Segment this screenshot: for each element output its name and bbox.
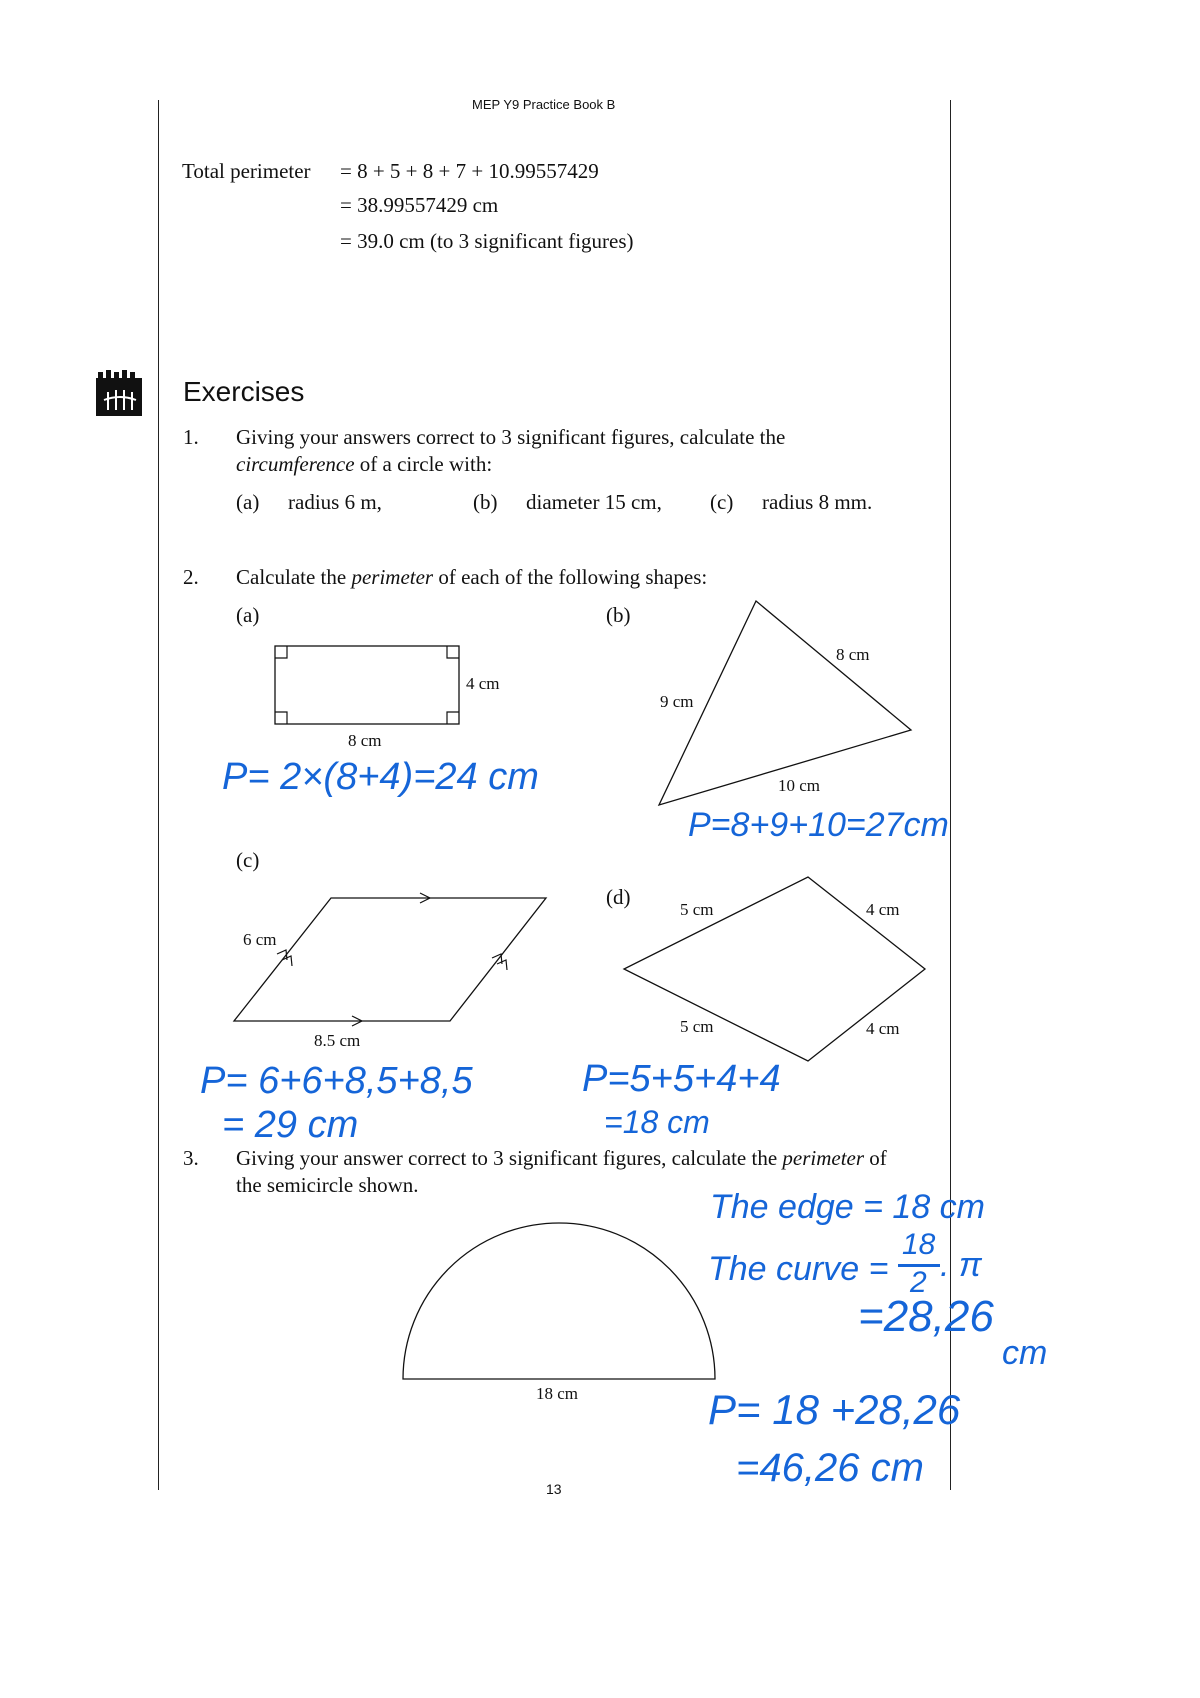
q1-part-a-text: radius 6 m, <box>288 490 382 514</box>
q1-part-b-label: (b) <box>473 490 498 514</box>
q2a-side-label: 4 cm <box>466 674 500 693</box>
q2b-base-label: 10 cm <box>778 776 821 795</box>
handwritten-answer-c-line2: = 29 cm <box>222 1104 359 1146</box>
q2d-tl-label: 5 cm <box>680 900 714 919</box>
q2-text-post: of each of the following shapes: <box>433 565 708 589</box>
q2a-label: (a) <box>236 603 260 627</box>
q2-perimeter-term: perimeter <box>351 565 434 589</box>
q2d-label: (d) <box>606 885 631 909</box>
q2-text-pre: Calculate the <box>236 565 352 589</box>
q3-text-post: of <box>864 1146 887 1170</box>
q2b-right-label: 8 cm <box>836 645 870 664</box>
handwritten-q3-curve-value: =28,26 <box>858 1292 994 1341</box>
handwritten-q3-perimeter-line1: P= 18 +28,26 <box>708 1386 961 1433</box>
exercises-heading: Exercises <box>183 376 305 407</box>
handwritten-answer-d-line1: P=5+5+4+4 <box>582 1058 781 1100</box>
q1-line2-rest: of a circle with: <box>354 452 493 476</box>
worked-line-1: = 8 + 5 + 8 + 7 + 10.99557429 <box>340 159 599 183</box>
q2a-base-label: 8 cm <box>348 731 382 750</box>
q1-part-b-text: diameter 15 cm, <box>526 490 662 514</box>
q1-circumference-term: circumference <box>236 452 355 476</box>
q2b-label: (b) <box>606 603 631 627</box>
q2c-label: (c) <box>236 848 260 872</box>
worked-line-3: = 39.0 cm (to 3 significant figures) <box>340 229 634 253</box>
q3-perimeter-term: perimeter <box>782 1146 865 1170</box>
q1-number: 1. <box>183 425 199 449</box>
handwritten-answer-b: P=8+9+10=27cm <box>688 806 949 844</box>
q2d-bl-label: 5 cm <box>680 1017 714 1036</box>
q1-text-line1: Giving your answers correct to 3 significant figures, calculate the <box>236 425 786 449</box>
worked-line-2: = 38.99557429 cm <box>340 193 499 217</box>
handwritten-q3-fraction-numerator: 18 <box>902 1228 936 1261</box>
q1-part-c-text: radius 8 mm. <box>762 490 873 514</box>
total-perimeter-label: Total perimeter <box>182 159 311 183</box>
handwritten-answer-c-line1: P= 6+6+8,5+8,5 <box>200 1060 473 1102</box>
q2-number: 2. <box>183 565 199 589</box>
page-number: 13 <box>546 1481 562 1497</box>
handwritten-answer-d-line2: =18 cm <box>604 1104 710 1140</box>
handwritten-q3-curve-unit: cm <box>1002 1334 1048 1372</box>
q3-text-line2: the semicircle shown. <box>236 1173 419 1197</box>
q2c-base-label: 8.5 cm <box>314 1031 361 1050</box>
handwritten-q3-pi: . π <box>940 1246 982 1284</box>
q1-part-a-label: (a) <box>236 490 260 514</box>
book-title: MEP Y9 Practice Book B <box>472 97 616 112</box>
q2d-br-label: 4 cm <box>866 1019 900 1038</box>
handwritten-q3-fraction-denominator: 2 <box>910 1266 927 1299</box>
q2b-left-label: 9 cm <box>660 692 694 711</box>
q3-number: 3. <box>183 1146 199 1170</box>
handwritten-q3-edge: The edge = 18 cm <box>710 1188 986 1226</box>
q2c-side-label: 6 cm <box>243 930 277 949</box>
handwritten-q3-perimeter-line2: =46,26 cm <box>736 1446 924 1490</box>
handwritten-q3-curve-label: The curve = <box>708 1250 889 1288</box>
q1-part-c-label: (c) <box>710 490 734 514</box>
q2d-tr-label: 4 cm <box>866 900 900 919</box>
handwritten-answer-a: P= 2×(8+4)=24 cm <box>222 756 539 798</box>
q3-text-pre: Giving your answer correct to 3 significant figures, calculate the <box>236 1146 783 1170</box>
q3-diameter-label: 18 cm <box>536 1384 579 1403</box>
